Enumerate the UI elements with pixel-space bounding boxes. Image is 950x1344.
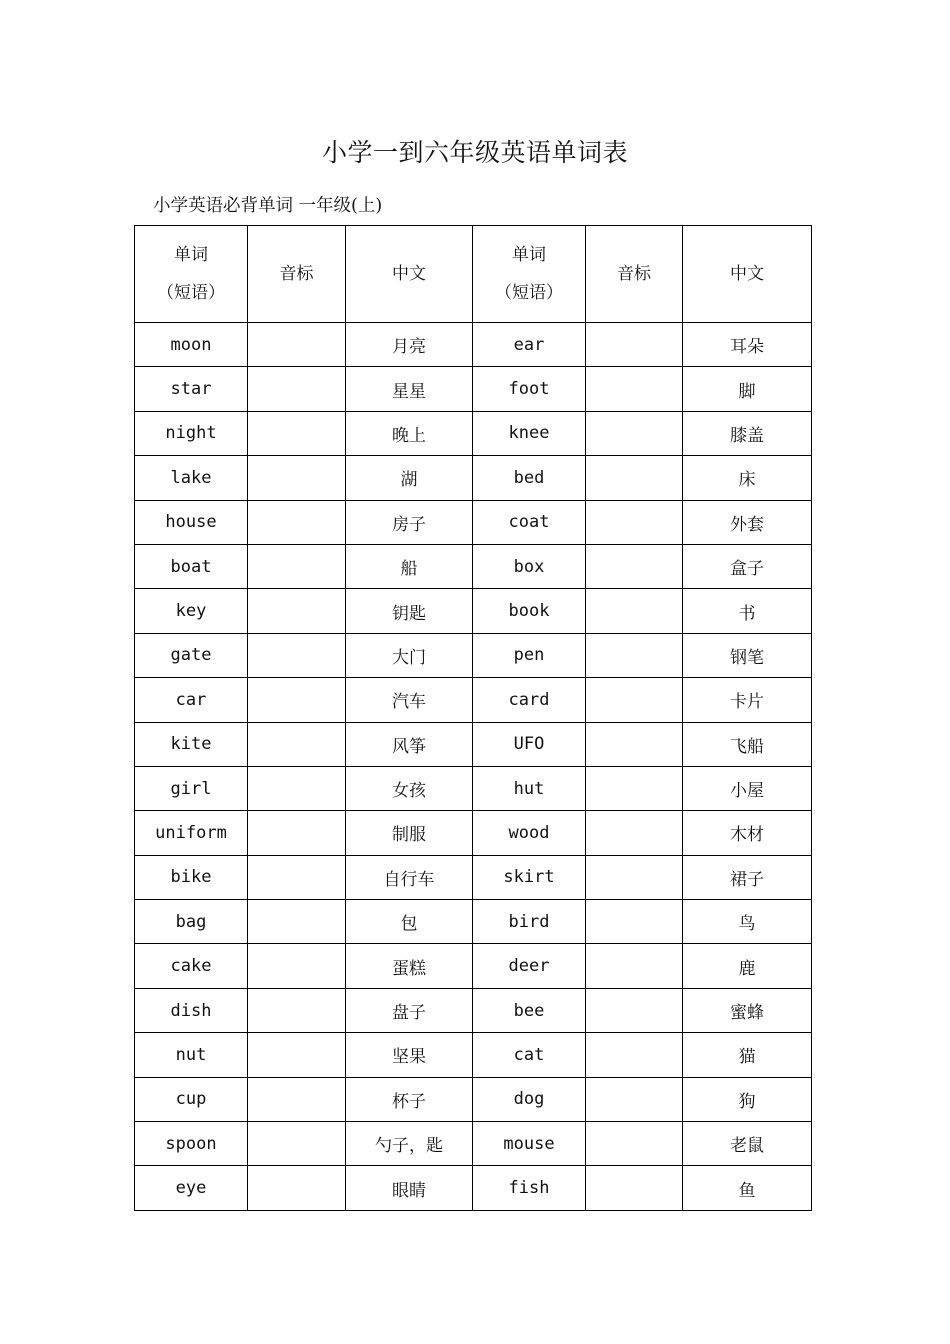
phonetic-cell [586, 544, 683, 588]
phonetic-cell [248, 988, 346, 1032]
chinese-meaning-cell: 船 [346, 544, 473, 588]
phonetic-cell [248, 589, 346, 633]
phonetic-cell [586, 633, 683, 677]
phonetic-cell [586, 323, 683, 367]
phonetic-cell [586, 1122, 683, 1166]
chinese-meaning-cell: 大门 [346, 633, 473, 677]
english-word-cell: nut [135, 1033, 248, 1077]
phonetic-cell [248, 678, 346, 722]
english-word-cell: ear [473, 323, 586, 367]
chinese-meaning-cell: 木材 [683, 811, 812, 855]
phonetic-cell [248, 323, 346, 367]
phonetic-cell [248, 944, 346, 988]
english-word-cell: cat [473, 1033, 586, 1077]
table-row [135, 855, 812, 899]
document-title: 小学一到六年级英语单词表 [321, 138, 628, 167]
table-row [135, 1077, 812, 1121]
phonetic-cell [248, 766, 346, 810]
chinese-meaning-cell: 蛋糕 [346, 944, 473, 988]
phonetic-cell [248, 900, 346, 944]
chinese-meaning-cell: 猫 [683, 1033, 812, 1077]
header-word-label: 单词 [512, 245, 546, 265]
header-phonetic-left: 音标 [248, 226, 346, 323]
chinese-meaning-cell: 钥匙 [346, 589, 473, 633]
english-word-cell: dish [135, 988, 248, 1032]
chinese-meaning-cell: 星星 [346, 367, 473, 411]
phonetic-cell [248, 1166, 346, 1210]
chinese-meaning-cell: 杯子 [346, 1077, 473, 1121]
table-row [135, 323, 812, 367]
english-word-cell: girl [135, 766, 248, 810]
chinese-meaning-cell: 制服 [346, 811, 473, 855]
table-row [135, 678, 812, 722]
chinese-meaning-cell: 盘子 [346, 988, 473, 1032]
table-row [135, 944, 812, 988]
chinese-meaning-cell: 床 [683, 456, 812, 500]
phonetic-cell [586, 678, 683, 722]
chinese-meaning-cell: 老鼠 [683, 1122, 812, 1166]
english-word-cell: bag [135, 900, 248, 944]
table-row [135, 1166, 812, 1210]
english-word-cell: kite [135, 722, 248, 766]
header-chinese-left: 中文 [346, 226, 473, 323]
english-word-cell: moon [135, 323, 248, 367]
english-word-cell: gate [135, 633, 248, 677]
table-row [135, 633, 812, 677]
english-word-cell: cup [135, 1077, 248, 1121]
chinese-meaning-cell: 鸟 [683, 900, 812, 944]
table-row [135, 811, 812, 855]
header-phrase-label: （短语） [157, 283, 225, 303]
english-word-cell: key [135, 589, 248, 633]
phonetic-cell [248, 1033, 346, 1077]
phonetic-cell [586, 944, 683, 988]
english-word-cell: card [473, 678, 586, 722]
english-word-cell: pen [473, 633, 586, 677]
english-word-cell: skirt [473, 855, 586, 899]
phonetic-cell [248, 456, 346, 500]
english-word-cell: star [135, 367, 248, 411]
phonetic-cell [586, 1166, 683, 1210]
chinese-meaning-cell: 蜜蜂 [683, 988, 812, 1032]
english-word-cell: foot [473, 367, 586, 411]
header-phrase-label: （短语） [495, 283, 563, 303]
header-phonetic-right: 音标 [586, 226, 683, 323]
chinese-meaning-cell: 耳朵 [683, 323, 812, 367]
chinese-meaning-cell: 鱼 [683, 1166, 812, 1210]
english-word-cell: bike [135, 855, 248, 899]
table-row [135, 766, 812, 810]
table-row [135, 589, 812, 633]
header-chinese-right: 中文 [683, 226, 812, 323]
chinese-meaning-cell: 飞船 [683, 722, 812, 766]
english-word-cell: spoon [135, 1122, 248, 1166]
table-row [135, 411, 812, 455]
table-row [135, 367, 812, 411]
phonetic-cell [248, 500, 346, 544]
chinese-meaning-cell: 月亮 [346, 323, 473, 367]
chinese-meaning-cell: 女孩 [346, 766, 473, 810]
phonetic-cell [248, 1122, 346, 1166]
phonetic-cell [586, 722, 683, 766]
table-row [135, 988, 812, 1032]
table-row [135, 1122, 812, 1166]
phonetic-cell [248, 544, 346, 588]
phonetic-cell [586, 811, 683, 855]
phonetic-cell [248, 633, 346, 677]
header-word-left [135, 226, 248, 323]
chinese-meaning-cell: 包 [346, 900, 473, 944]
phonetic-cell [586, 988, 683, 1032]
table-header-row [135, 226, 812, 323]
table-row [135, 500, 812, 544]
chinese-meaning-cell: 勺子，匙 [346, 1122, 473, 1166]
english-word-cell: dog [473, 1077, 586, 1121]
chinese-meaning-cell: 脚 [683, 367, 812, 411]
phonetic-cell [248, 855, 346, 899]
phonetic-cell [248, 722, 346, 766]
chinese-meaning-cell: 自行车 [346, 855, 473, 899]
chinese-meaning-cell: 晚上 [346, 411, 473, 455]
english-word-cell: hut [473, 766, 586, 810]
english-word-cell: cake [135, 944, 248, 988]
phonetic-cell [248, 811, 346, 855]
english-word-cell: car [135, 678, 248, 722]
english-word-cell: eye [135, 1166, 248, 1210]
chinese-meaning-cell: 眼睛 [346, 1166, 473, 1210]
phonetic-cell [586, 411, 683, 455]
english-word-cell: bed [473, 456, 586, 500]
english-word-cell: fish [473, 1166, 586, 1210]
english-word-cell: UFO [473, 722, 586, 766]
section-subtitle: 小学英语必背单词 一年级(上) [153, 196, 383, 216]
phonetic-cell [586, 456, 683, 500]
english-word-cell: lake [135, 456, 248, 500]
chinese-meaning-cell: 风筝 [346, 722, 473, 766]
phonetic-cell [586, 900, 683, 944]
english-word-cell: book [473, 589, 586, 633]
header-word-label: 单词 [174, 245, 208, 265]
phonetic-cell [586, 1033, 683, 1077]
english-word-cell: bee [473, 988, 586, 1032]
chinese-meaning-cell: 鹿 [683, 944, 812, 988]
english-word-cell: bird [473, 900, 586, 944]
table-row [135, 456, 812, 500]
english-word-cell: coat [473, 500, 586, 544]
phonetic-cell [586, 500, 683, 544]
english-word-cell: knee [473, 411, 586, 455]
phonetic-cell [586, 1077, 683, 1121]
table-row [135, 1033, 812, 1077]
chinese-meaning-cell: 汽车 [346, 678, 473, 722]
phonetic-cell [586, 367, 683, 411]
chinese-meaning-cell: 裙子 [683, 855, 812, 899]
chinese-meaning-cell: 书 [683, 589, 812, 633]
chinese-meaning-cell: 膝盖 [683, 411, 812, 455]
phonetic-cell [248, 367, 346, 411]
chinese-meaning-cell: 盒子 [683, 544, 812, 588]
phonetic-cell [248, 411, 346, 455]
phonetic-cell [586, 855, 683, 899]
header-word-right [473, 226, 586, 323]
phonetic-cell [586, 766, 683, 810]
chinese-meaning-cell: 狗 [683, 1077, 812, 1121]
chinese-meaning-cell: 小屋 [683, 766, 812, 810]
english-word-cell: night [135, 411, 248, 455]
phonetic-cell [248, 1077, 346, 1121]
english-word-cell: box [473, 544, 586, 588]
chinese-meaning-cell: 湖 [346, 456, 473, 500]
table-row [135, 544, 812, 588]
english-word-cell: uniform [135, 811, 248, 855]
english-word-cell: deer [473, 944, 586, 988]
table-row [135, 900, 812, 944]
chinese-meaning-cell: 卡片 [683, 678, 812, 722]
chinese-meaning-cell: 坚果 [346, 1033, 473, 1077]
table-row [135, 722, 812, 766]
table-body [135, 323, 812, 1211]
chinese-meaning-cell: 外套 [683, 500, 812, 544]
english-word-cell: house [135, 500, 248, 544]
english-word-cell: wood [473, 811, 586, 855]
english-word-cell: mouse [473, 1122, 586, 1166]
phonetic-cell [586, 589, 683, 633]
english-word-cell: boat [135, 544, 248, 588]
chinese-meaning-cell: 钢笔 [683, 633, 812, 677]
vocabulary-table [134, 225, 812, 1211]
chinese-meaning-cell: 房子 [346, 500, 473, 544]
